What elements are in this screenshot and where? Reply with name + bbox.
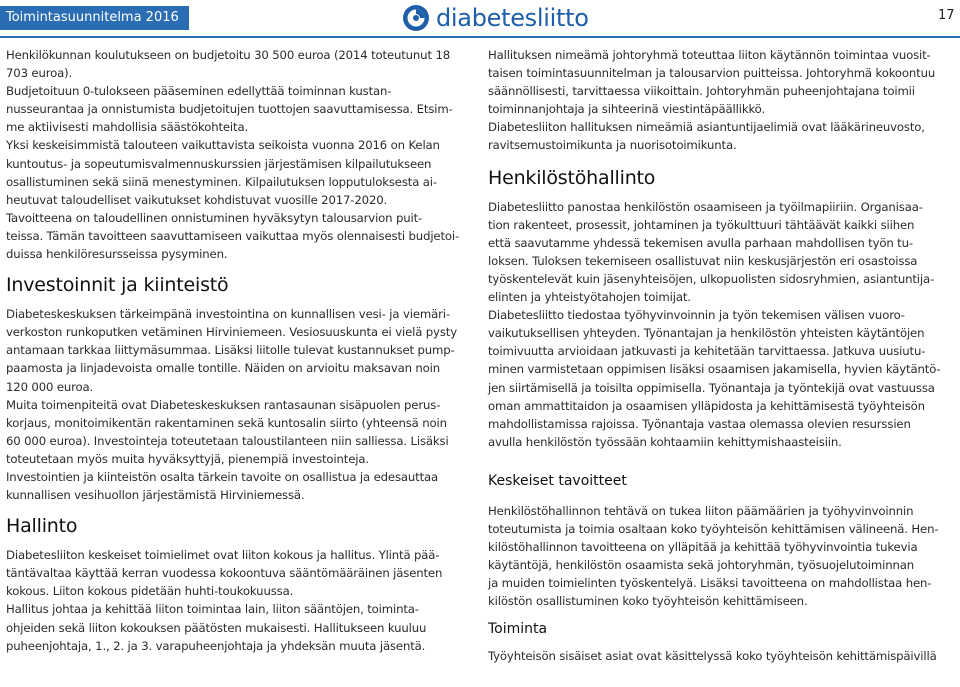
- paragraph-expert-bodies: Diabetesliiton hallituksen nimeämiä asiantuntijaelimiä ovat lääkärineuvosto, ravitsemustoimikunta ja nuorisotoimikunta.: [488, 120, 925, 153]
- page-number: 17: [938, 8, 955, 23]
- heading-toiminta: Toiminta: [488, 621, 548, 638]
- diabetesliitto-logo-icon: [402, 4, 430, 32]
- paragraph-other-investments: Muita toimenpiteitä ovat Diabeteskeskuksen rantasaunan sisäpuolen perus- korjaus, monitoimikentän rakentaminen sekä kuntosalin siirto (yhteensä noin 60 000 euroa). Investointeja toteutetaan taloustilanteen niin salliessa. Lisäksi toteutetaan myös muita hyväksyttyjä, pienempiä investointeja.: [6, 397, 449, 466]
- paragraph-staff-training: Henkilökunnan koulutukseen on budjetoitu 30 500 euroa (2014 toteutunut 18 703 euroa).: [6, 48, 451, 81]
- heading-henkilostohallinto: Henkilöstöhallinto: [488, 166, 656, 189]
- paragraph-kela-competition: Yksi keskeisimmistä talouteen vaikuttavista seikoista vuonna 2016 on Kelan kuntoutus- ja sopeutumisvalmennuskurssien järjestämisen kilpailutukseen osallistuminen sekä siinä menestyminen. Kilpailutuksen lopputuloksesta ai- heutuvat taloudelliset vaikutukset kohdistuvat vuosille 2017-2020.: [6, 138, 440, 207]
- paragraph-water-network: Diabeteskeskuksen tärkeimpänä investointina on kunnallisen vesi- ja viemäri- verkoston runkoputken vetäminen Hirviniemeen. Vesiosuuskunta ei vielä pysty antamaan tarkkaa liittymäsummaa. Lisäksi liitolle tulevat kustannukset pump- paamosta ja linjadevoista omalle tontille. Näiden on arvioitu maksavan noin 120 000 euroa.: [6, 307, 457, 394]
- heading-investoinnit: Investoinnit ja kiinteistö: [6, 274, 229, 297]
- paragraph-financial-goal: Tavoitteena on taloudellinen onnistuminen hyväksytyn talousarvion puit- teissa. Tämän tavoitteen saavuttamiseen vaikuttaa myös olennaisesti budjetoi- duissa henkilöresursseissa pysyminen.: [6, 210, 460, 262]
- heading-hallinto: Hallinto: [6, 515, 78, 538]
- paragraph-investment-goal: Investointien ja kiinteistön osalta tärkein tavoite on osallistua ja edesauttaa kunnallisen vesihuollon järjestämistä Hirviniemessä.: [6, 469, 439, 503]
- paragraph-management-team: Hallituksen nimeämä johtoryhmä toteuttaa liiton käytännön toimintaa vuosit- taisen toimintasuunnitelman ja talousarvion puitteissa. Johtoryhmä kokoontuu säännöllisesti, tarvittaessa viikoittain. Johtoryhmän puheenjohtajana toimii toiminnanjohtaja ja sihteerinä viestintäpäällikkö.: [488, 48, 936, 117]
- paragraph-staff-competence: Diabetesliitto panostaa henkilöstön osaamiseen ja työilmapiiriin. Organisaa- tion rakenteet, prosessit, johtaminen ja työkulttuuri tähtäävät kaikki siihen että saavutamme yhdessä tekemisen avulla parhaan mahdollisen työn tu- loksen. Tuloksen tekemiseen osallistuvat niin keskusjärjestön eri osastoissa työskentelevät kuin jäsenyhteisöjen, ulkopuolisten sidosryhmien, asiantuntija- elinten ja yhteistyötahojen toimijat.: [488, 199, 935, 305]
- paragraph-wellbeing: Diabetesliitto tiedostaa työhyvinvoinnin ja työn tekemisen välisen vuoro- vaikutuksellisen yhteyden. Työnantajan ja henkilöstön yhteisten käytäntöjen toimivuutta arvioidaan jatkuvasti ja kehitetään tarvittaessa. Jatkuva uusiutu- minen varmistetaan oppimisen lisäksi osaamisen jakamisella, hyvien käytäntö- jen siirtämisellä ja toisilta oppimisella. Työnantaja ja työntekijä ovat vastuussa oman ammattitaidon ja osaamisen ylläpidosta ja kehittämisestä työyhteisön mahdollistamissa rajoissa. Työnantaja vastaa olemassa olevien resurssien avulla henkilöstön työssään kohtaamiin kehittymishaasteisiin.: [488, 308, 941, 449]
- document-title: Toimintasuunnitelma 2016: [0, 6, 189, 30]
- page-header: [0, 0, 960, 38]
- paragraph-board: Hallitus johtaa ja kehittää liiton toimintaa lain, liiton sääntöjen, toiminta- ohjeiden sekä liiton kokouksen päätösten mukaisesti. Hallitukseen kuuluu puheenjohtaja, 1., 2. ja 3. varapuheenjohtaja ja yhdeksän muuta jäsentä.: [6, 602, 427, 653]
- paragraph-internal-matters: Työyhteisön sisäiset asiat ovat käsittelyssä koko työyhteisön kehittämispäivillä: [488, 649, 937, 664]
- paragraph-governing-bodies: Diabetesliiton keskeiset toimielimet ovat liiton kokous ja hallitus. Ylintä pää- täntävaltaa käyttää kerran vuodessa kokoontuva sääntömääräinen jäsenten kokous. Liiton kokous pidetään huhti-toukokuussa.: [6, 548, 443, 599]
- left-column: [6, 46, 465, 655]
- right-column: [488, 46, 954, 666]
- heading-keskeiset-tavoitteet: Keskeiset tavoitteet: [488, 472, 627, 489]
- diabetesliitto-logo: [402, 3, 589, 33]
- paragraph-budget-target: Budjetoituun 0-tulokseen pääseminen edellyttää toiminnan kustan- nusseurantaa ja onnistumista budjetoitujen tuottojen saavuttamisessa. Etsim- me aktiivisesti mahdollisia säästökohteita.: [6, 84, 453, 135]
- header-divider: [0, 36, 960, 38]
- paragraph-hr-goals: Henkilöstöhallinnon tehtävä on tukea liiton päämäärien ja työhyvinvoinnin toteutumista ja toimia osaltaan koko työyhteisön kehittämisen välineenä. Hen- kilöstöhallinnon tavoitteena on ylläpitää ja kehittää työhyvinvointia tukevia käytäntöjä, henkilöstön osaamista sekä johtoryhmän, työsuojelutoiminnan ja muiden toimielinten työskentelyä. Lisäksi tavoitteena on mahdollistaa hen- kilöstön osallistuminen koko työyhteisön kehittämiseen.: [488, 503, 939, 609]
- logo-wordmark: diabetesliitto: [436, 4, 589, 32]
